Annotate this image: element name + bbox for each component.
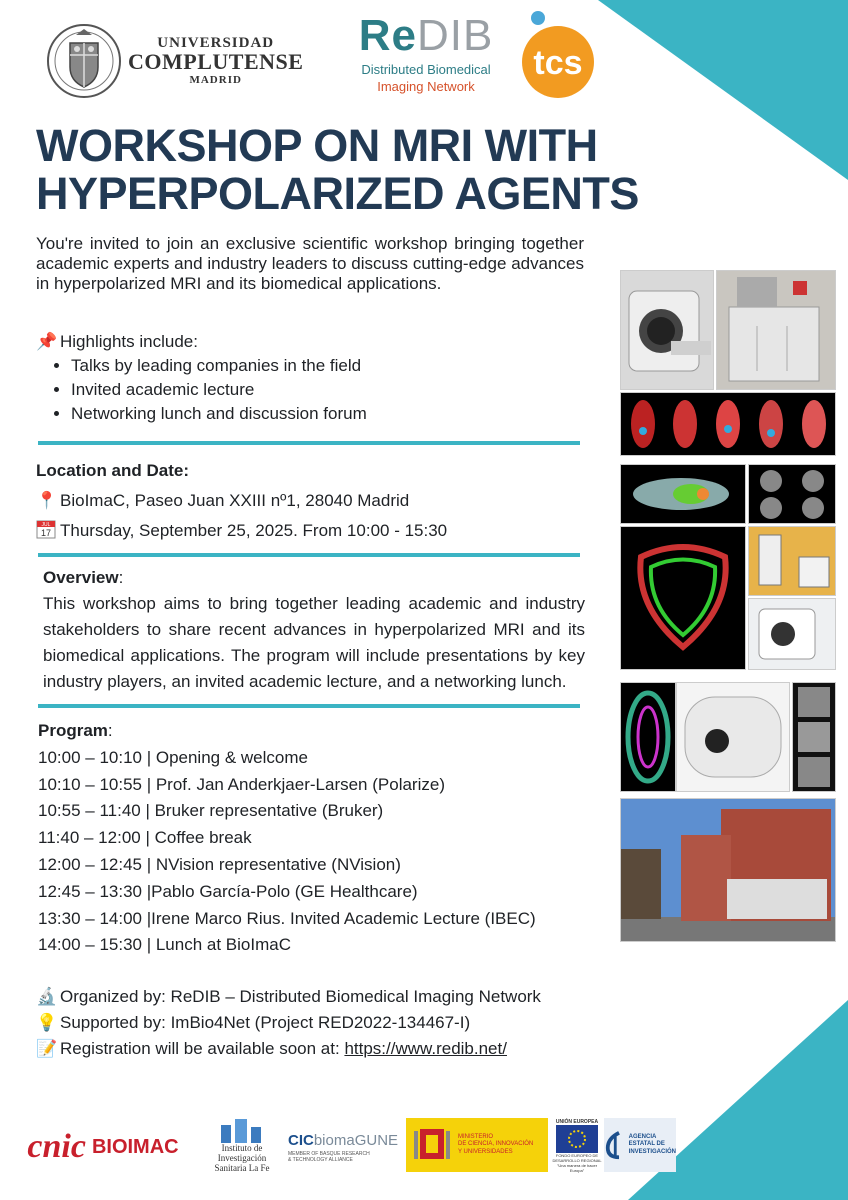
photo-mri-magnet	[676, 682, 790, 792]
redib-re: Re	[358, 11, 417, 60]
redib-logo	[346, 11, 506, 94]
photo-heart-fibers	[620, 526, 746, 670]
photo-polarizer	[716, 270, 836, 390]
photo-brain-slices	[748, 464, 836, 524]
title-line1: WORKSHOP ON MRI WITH	[36, 120, 598, 171]
cnic-bioimac-logo	[14, 1122, 192, 1172]
footer-section	[36, 984, 596, 1062]
spain-coat-of-arms-icon	[412, 1123, 452, 1167]
aei-line3: INVESTIGACIÓN	[628, 1148, 676, 1155]
lafe-line2: Sanitaria La Fe	[214, 1163, 270, 1173]
sponsor-logos	[14, 1112, 684, 1182]
photo-mouse-scans	[620, 392, 836, 456]
aei-logo	[604, 1118, 676, 1172]
program-item: 13:30 – 14:00 |Irene Marco Rius. Invited Academic Lecture (IBEC)	[38, 908, 536, 928]
program-section: Program: 10:00 – 10:10 | Opening & welcome 10:10 – 10:55 | Prof. Jan Anderkjaer-Larsen (Polarize) 10:55 – 11:40 | Bruker representative (Bruker) 11:40 – 12:00 | Coffee break 12:00 – 12:45 | NVision representative (NVision) 12:45 – 13:30 |Pablo García-Polo (GE Healthcare) 13:30 – 14:00 |Irene Marco Rius. Invited Academic Lecture (IBEC) 14:00 – 15:30 | Lunch at BioImaC	[38, 718, 598, 959]
eu-line1: FONDO EUROPEO DE	[555, 1153, 599, 1158]
list-item: • Networking lunch and discussion forum	[71, 402, 586, 426]
photo-scanner-white	[748, 598, 836, 670]
aei-line2: ESTATAL DE	[628, 1141, 665, 1148]
program-heading: Program	[38, 721, 108, 740]
eu-head: UNIÓN EUROPEA	[555, 1119, 599, 1125]
program-item: 10:10 – 10:55 | Prof. Jan Anderkjaer-Larsen (Polarize)	[38, 774, 445, 794]
redib-dib: DIB	[416, 11, 494, 60]
photo-mri-scanner	[620, 270, 714, 390]
lafe-line1: Instituto de Investigación	[217, 1143, 267, 1163]
overview-text: This workshop aims to bring together leading academic and industry stakeholders to share recent advances in hyperpolarized MRI and its biomedical applications. The program will include presentations by key industry players, an invited academic lecture, and a networking lunch.	[43, 594, 585, 691]
page-title	[36, 122, 656, 218]
program-item: 10:00 – 10:10 | Opening & welcome	[38, 747, 308, 767]
program-item: 10:55 – 11:40 | Bruker representative (Bruker)	[38, 801, 384, 821]
program-item: 12:45 – 13:30 |Pablo García-Polo (GE Healthcare)	[38, 881, 418, 901]
cnic-text: cnic	[27, 1128, 86, 1165]
photo-tractography	[620, 682, 676, 792]
location-date: Thursday, September 25, 2025. From 10:00 - 15:30	[60, 521, 448, 540]
registration-text: Registration will be available soon at:	[60, 1039, 345, 1058]
ucm-seal-icon	[46, 21, 122, 101]
organized-by: Organized by: ReDIB – Distributed Biomedical Imaging Network	[60, 987, 541, 1006]
pushpin-icon: 📌	[36, 332, 58, 351]
calendar-day: 17	[40, 528, 52, 538]
aei-line1: AGENCIA	[628, 1134, 657, 1141]
ucm-line3: MADRID	[189, 74, 242, 86]
intro-paragraph: You're invited to join an exclusive scientific workshop bringing together academic experts and industry leaders to discuss cutting-edge advances in hyperpolarized MRI and its biomedical applications.	[36, 234, 584, 293]
overview-section: Overview: This workshop aims to bring together leading academic and industry stakeholders to share recent advances in hyperpolarized MRI and its biomedical applications. The program will include presentations by key industry players, an invited academic lecture, and a networking lunch.	[43, 565, 585, 695]
biomagune-text: biomaGUNE	[313, 1132, 399, 1149]
cic-biomagune-logo	[288, 1126, 400, 1170]
eu-line2: DESARROLLO REGIONAL	[552, 1158, 602, 1163]
location-place: BioImaC, Paseo Juan XXIII nº1, 28040 Madrid	[60, 491, 410, 510]
ucm-line1: UNIVERSIDAD	[157, 35, 275, 51]
ministerio-line2: DE CIENCIA, INNOVACIÓN	[458, 1141, 534, 1148]
program-item: 11:40 – 12:00 | Coffee break	[38, 828, 252, 848]
eu-flag-icon	[556, 1125, 598, 1153]
tcs-logo-icon	[518, 10, 598, 100]
bioimac-text: BIOIMAC	[91, 1135, 179, 1158]
highlights-list	[36, 354, 586, 426]
photo-bioimac-building	[620, 798, 836, 942]
round-pushpin-icon: 📍	[36, 491, 58, 510]
registration-link[interactable]: https://www.redib.net/	[344, 1039, 507, 1058]
list-item: • Invited academic lecture	[71, 378, 586, 402]
memo-icon: 📝	[36, 1039, 58, 1058]
section-divider	[38, 441, 580, 445]
section-divider	[38, 553, 580, 557]
program-item: 14:00 – 15:30 | Lunch at BioImaC	[38, 935, 291, 955]
location-section	[36, 456, 596, 546]
photo-mri-slices	[792, 682, 836, 792]
redib-line2: Imaging Network	[377, 79, 475, 94]
location-heading: Location and Date:	[36, 461, 190, 480]
overview-heading: Overview	[43, 568, 119, 587]
highlights-heading: Highlights include:	[60, 332, 198, 351]
title-line2: HYPERPOLARIZED AGENTS	[36, 168, 639, 219]
ucm-line2: COMPLUTENSE	[128, 49, 304, 74]
photo-lab-equipment	[748, 526, 836, 596]
tcs-logo-text: tcs	[533, 44, 583, 82]
eu-feder-logo	[552, 1116, 602, 1176]
ministerio-line1: MINISTERIO	[458, 1134, 494, 1141]
list-item: • Talks by leading companies in the field	[71, 354, 586, 378]
redib-line1: Distributed Biomedical	[361, 62, 491, 77]
supported-by: Supported by: ImBio4Net (Project RED2022-134467-I)	[60, 1013, 471, 1032]
microscope-icon: 🔬	[36, 987, 58, 1006]
highlights-section	[36, 330, 586, 426]
lafe-logo	[200, 1112, 284, 1178]
program-item: 12:00 – 12:45 | NVision representative (NVision)	[38, 854, 401, 874]
cic-tag1: MEMBER OF BASQUE RESEARCH	[288, 1151, 370, 1157]
ministerio-logo	[406, 1118, 548, 1172]
cic-text: CIC	[288, 1132, 314, 1149]
calendar-icon	[36, 516, 56, 546]
lafe-building-icon	[217, 1117, 267, 1143]
ucm-logo	[46, 18, 306, 104]
cic-tag2: & TECHNOLOGY ALLIANCE	[288, 1157, 353, 1163]
aei-symbol-icon	[604, 1128, 625, 1162]
section-divider	[38, 704, 580, 708]
lightbulb-icon: 💡	[36, 1013, 58, 1032]
ministerio-line3: Y UNIVERSIDADES	[458, 1148, 513, 1155]
photo-mouse-ct	[620, 464, 746, 524]
calendar-month: JUL	[41, 522, 51, 528]
eu-line3: "Una manera de hacer Europa"	[556, 1163, 598, 1173]
